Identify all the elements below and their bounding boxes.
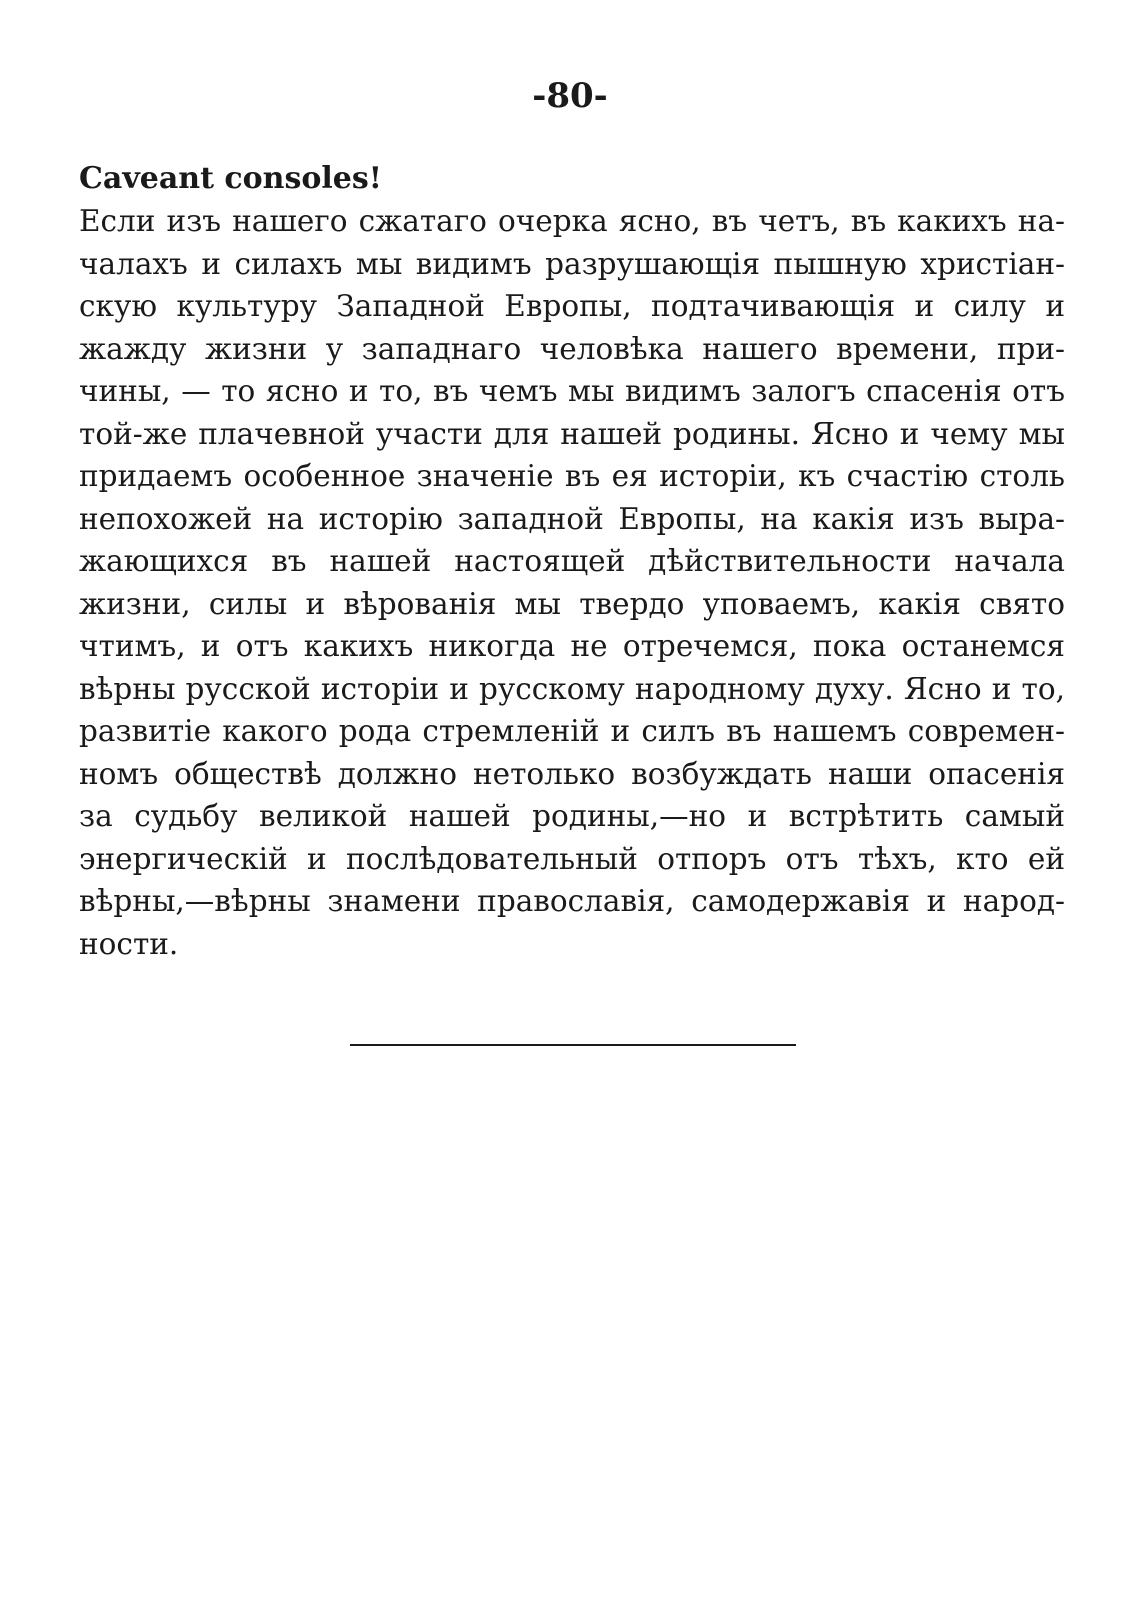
text-line: непохожей на исторію западной Европы, на какія изъ выра-	[79, 501, 1065, 536]
section-divider	[350, 1044, 796, 1046]
text-line: чалахъ и силахъ мы видимъ разрушающія пышную христіан-	[79, 246, 1065, 281]
text-line: той-же плачевной участи для нашей родины. Ясно и чему мы	[79, 416, 1065, 451]
text-line: жажду жизни у западнаго человѣка нашего времени, при-	[79, 331, 1065, 366]
text-line: чтимъ, и отъ какихъ никогда не отречемся, пока останемся	[79, 629, 1065, 663]
text-line: развитіе какого рода стремленій и силъ въ нашемъ современ-	[79, 714, 1065, 748]
text-line: жающихся въ нашей настоящей дѣйствительности начала	[79, 544, 1065, 578]
text-line: вѣрны русской исторіи и русскому народному духу. Ясно и то,	[79, 671, 1065, 706]
text-line: ности.	[79, 926, 179, 961]
text-line: жизни, силы и вѣрованія мы твердо уповаемъ, какія свято	[79, 586, 1065, 621]
text-line: вѣрны,—вѣрны знамени православія, самодержавія и народ-	[79, 884, 1065, 918]
text-line: придаемъ особенное значеніе въ ея исторіи, къ счастію столь	[79, 459, 1065, 493]
text-line: номъ обществѣ должно нетолько возбуждать наши опасенія	[79, 756, 1065, 791]
text-line: за судьбу великой нашей родины,—но и встрѣтить самый	[79, 799, 1065, 833]
page-number: -80-	[532, 76, 608, 116]
text-line: энергическій и послѣдовательный отпоръ отъ тѣхъ, кто ей	[79, 841, 1065, 876]
text-line: чины, — то ясно и то, въ чемъ мы видимъ залогъ спасенія отъ	[79, 374, 1065, 408]
section-heading: Caveant consoles!	[79, 161, 382, 196]
text-line: Если изъ нашего сжатаго очерка ясно, въ четъ, въ какихъ на-	[79, 204, 1065, 238]
text-line: скую культуру Западной Европы, подтачивающія и силу и	[79, 289, 1065, 323]
body-paragraph	[79, 200, 1065, 965]
